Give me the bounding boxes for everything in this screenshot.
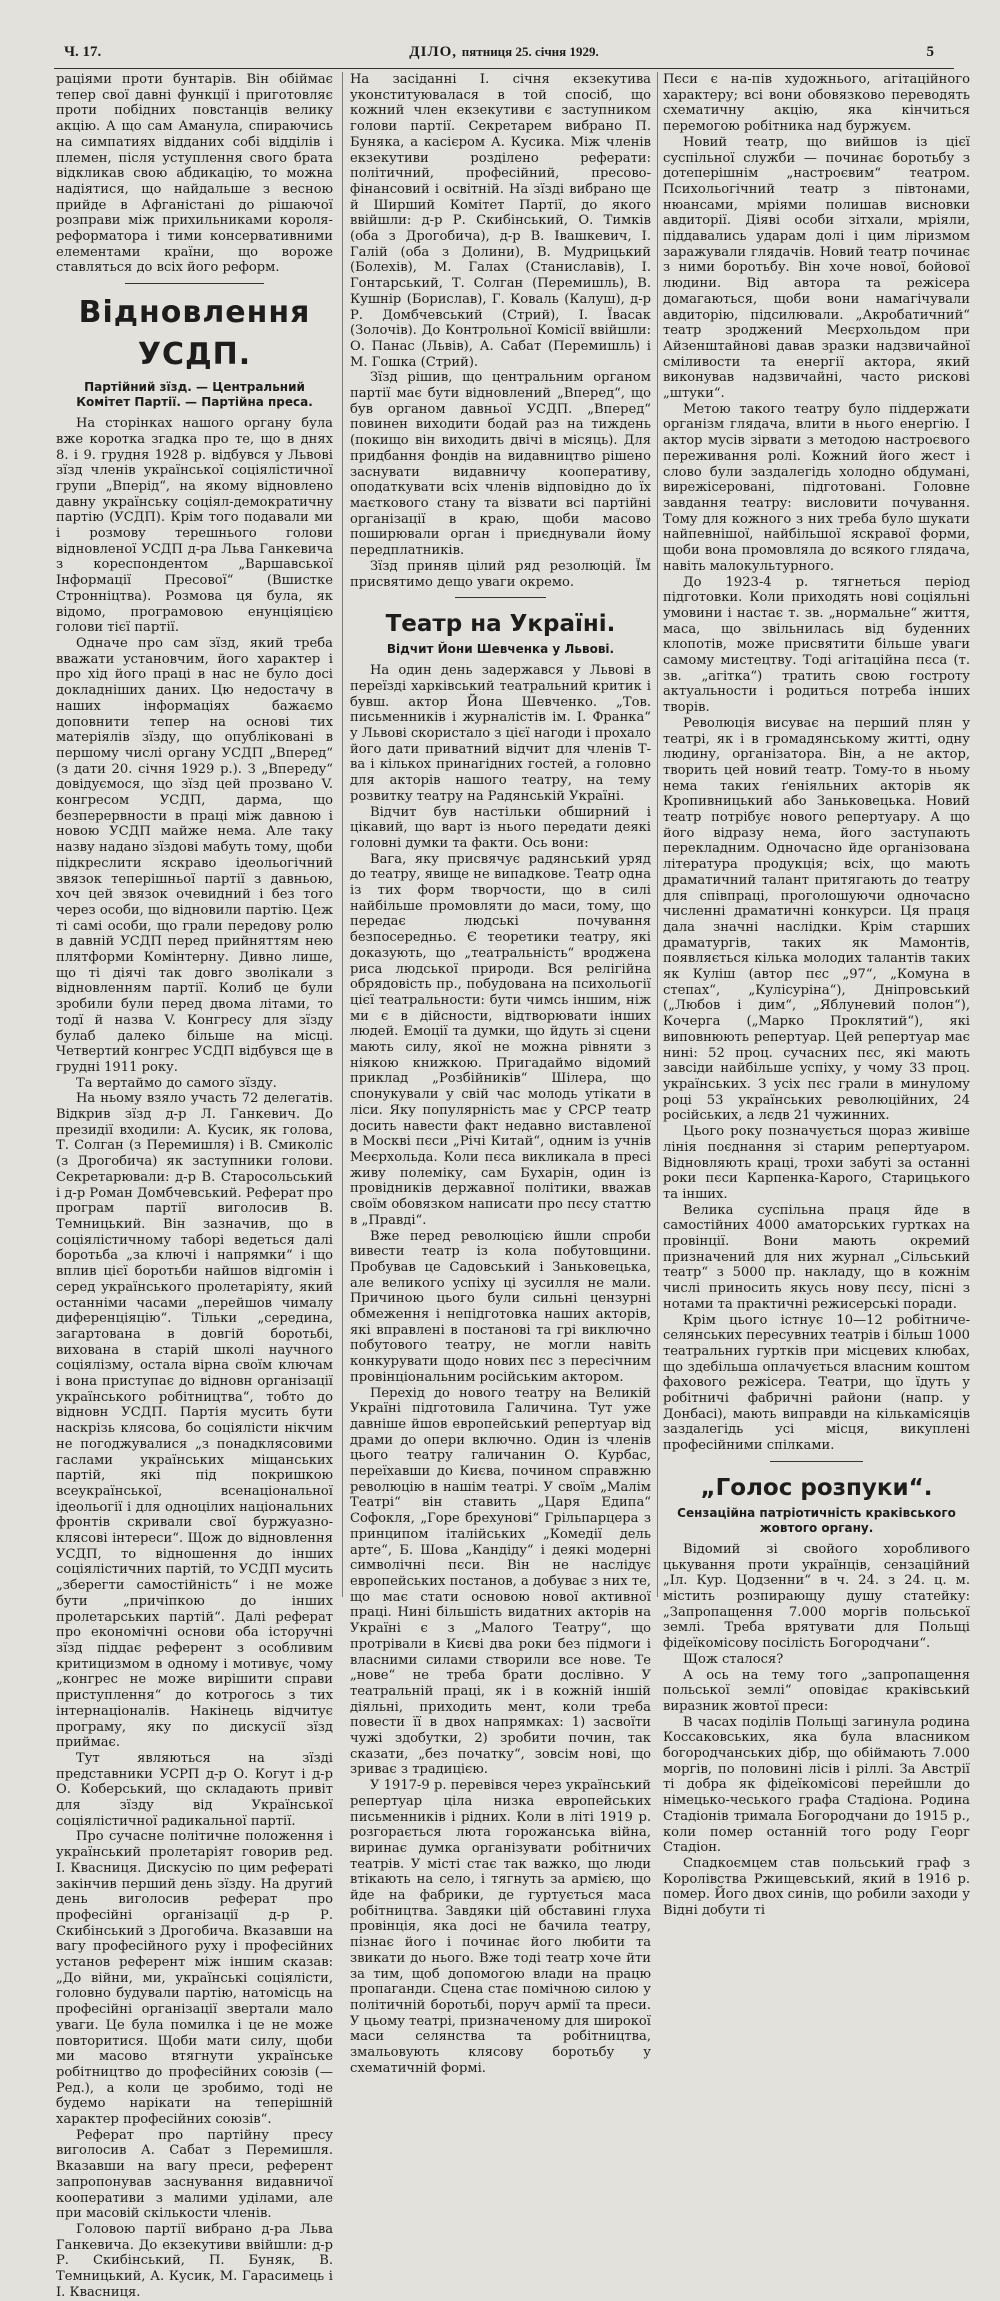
paragraph: Цього року позначується щораз живіше лінія поєднання зі старим репертуаром. Відновляють краці, трохи забуті за останні роки пєси Карпенка-Карого, Старицького та інших.: [663, 1124, 970, 1202]
paragraph: До 1923-4 р. тягнеться період підготовки. Коли приходять нові соціяльні умовини і настає т. зв. „нормальне“ життя, маса, що звільнилась від буденних клопотів, може присвятити більше уваги самому мистецтву. Тоді агітаційна пєса (т. зв. „агітка“) тратить свою гостроту актуальности і родиться потреба інших творів.: [663, 574, 970, 716]
article-headline: „Голос розпуки“.: [700, 1474, 933, 1501]
paragraph: Головою партії вибрано д-ра Льва Ганкевича. До екзекутиви ввійшли: д-р Р. Скибінський, П. Буняк, В. Темницький, А. Кусик, М. Гарасимець і І. Квасниця.: [56, 2222, 333, 2300]
article-separator: [770, 1461, 862, 1462]
issue-date: пятниця 25. січня 1929.: [461, 44, 599, 59]
article-subheadline: Сензаційна патріотичність краківського жовтого органу.: [677, 1505, 956, 1535]
column-3: [663, 72, 970, 1919]
paragraph: Відчит був настільки обширний і цікавий, що варт із нього передати деякі головні думки та факти. Ось вони:: [350, 804, 651, 851]
paragraph: Вага, яку присвячує радянський уряд до театру, явище не випадкове. Театр одна із тих форм творчости, що в силі найбільше промовляти до маси, тому, що передає людські почування безпосередньо. Є теоретики театру, які доказують, що „театральність“ вроджена риса людської природи. Вся релігійна обрядовість пр., побудована на психольогії цієї театральности: бути чимсь іншим, ніж ми є в дійсности, відтворювати інших людей. Емоції та думки, що йдуть зі сцени мають силу, якої не можна рівняти з ніякою книжкою. Пригадаймо відомий приклад „Розбійників“ Шілера, що спонукували у свій час молодь утікати в ліси. Яку популярність має у СРСР театр досить навести факт недавно виставленої в Москві пєси „Річі Китай“, одним із учнів Меєрхольда. Коли пєса викликала в пресі живу полеміку, сам Бухарін, один із провідників державної політики, вважав своїм обовязком написати про пєсу статтю в „Правді“.: [350, 851, 651, 1228]
column-divider: [342, 72, 343, 1597]
paragraph: На ньому взяло участь 72 делегатів. Відкрив зїзд д-р Л. Ганкевич. До президії входили: А. Кусик, як голова, Т. Солган (з Перемишля) і В. Смиколіс (з Дрогобича) як заступники голови. Секретарювали: д-р В. Старосольський і д-р Роман Домбчевський. Реферат про програм партії виголосив В. Темницький. Він зазначив, що в соціялістичному таборі ведеться далі боротьба „за ключі і напрямки“ і що вплив цієї боротьби найшов відгомін і серед українського пролетаріяту, який останніми часами „перейшов чималу диференціяцію“. Тільки „середина, загартована в довгій боротьбі, вихована в старій школі научного соціялізму, остала вірна своїм ключам і вона приступає до відновн організації українського робітництва“, тобто до відновн УСДП. Партія мусить бути наскрізь клясова, бо соціялісти нікчим не погоджувалися „з понадклясовими гаслами українських міщанських партій, які під покришкою всеукраїнської, всенаціональної ідеольогії і для одноцілих національних фронтів скривали свої буржуазно-клясові інтереси“. Щож до відновлення УСДП, то відношення до інших соціялістичних партій, то УСДП мусить „зберегти самостійність“ і не може бути „причіпкою до інших пролетарських партій“. Далі реферат про економічні основи оба історучні зїзд піддає референт з особливим критицизмом в одному і мотивує, чому „конгрес не може вирішити справи приступлення“ до котрогось з тих інтернаціоналів. Накінець відчитує програму, яку по дискусії зїзд приймає.: [56, 1091, 333, 1751]
page-header: [54, 38, 954, 69]
paragraph: раціями проти бунтарів. Він обіймає тепер свої давні функції і приготовляє проти побідних повстанців велику акцію. А що сам Аманула, спираючись на симпатиях відданих собі відділів і племен, після уступлення свого брата відкликав свою абдикацію, то можна надіятися, що найдальше з весною прийде в Афганістані до рішаючої розправи між прихильниками короля-реформатора і тими консервативними елементами країни, що вороже ставляться до всіх його реформ.: [56, 72, 333, 276]
paragraph: На засіданні І. січня екзекутива уконституювалася в той спосіб, що кожний член екзекутиви є заступником голови партії. Секретарем вибрано П. Буняка, а касієром А. Кусика. Між членів екзекутиви розділено реферати: політичний, професійний, пресово-фінансовий і освітній. На зїзді вибрано ще й Ширший Комітет Партії, до якого ввійшли: д-р Р. Скибінський, О. Тимків (оба з Дрогобича), д-р В. Івашкевич, І. Галій (оба з Долини), В. Мудрицький (Болехів), М. Галах (Станиславів), І. Гонтарський, Т. Солган (Перемишль), В. Кушнір (Борислав), Г. Коваль (Калуш), д-р Р. Домбчевський (Стрий), І. Ївасак (Золочів). До Контрольної Комісії ввійшли: О. Панас (Львів), А. Сабат (Перемишль) і М. Гошка (Стрий).: [350, 72, 651, 370]
paragraph: Про сучасне політичне положення і український пролетаріят говорив ред. І. Квасниця. Дискусію по цим рефераті закінчив перший день зїзду. На другий день виголосив реферат про професійні організації д-р Р. Скибінський з Дрогобича. Вказавши на вагу професійного руху і професійних установ референт між іншим сказав: „До війни, ми, українські соціялісти, головно будували партію, натомісць на професійні організації звертали мало уваги. Це була помилка і це не може повторитися. Щоби мати силу, щоби ми масово втягнути українське робітництво до професійних союзів (— Ред.), а коли це зробимо, тоді не будемо нарікати на теперішній характер професійних союзів“.: [56, 1829, 333, 2128]
article-headline: Театр на Україні.: [385, 611, 616, 638]
article-subheadline: Партійний зїзд. — Центральний Комітет Партії. — Партійна преса.: [76, 380, 313, 410]
paragraph: Відомий зі свойого хоробливого цькування проти українців, сензаційний „Іл. Кур. Цодзенни“ в ч. 24. з 24. ц. м. містить розпирающу душу статейку: „Запропащення 7.000 моргів польської землі. Треба врятувати для Польщі фідеїкомісову посілість Богородчани“.: [663, 1541, 970, 1652]
paragraph: Революція висуває на перший плян у театрі, як і в громадянському житті, одну людину, організатора. Він, а не актор, творить цей новий театр. Тому-то в ньому нема таких ґеніяльних акторів як Кропивницький або Заньковецька. Новий театр потрібує нового репертуару. А що його відразу нема, його заступають перекладним. Одночасно йде організована література продукція; всіх, що мають драматичний талант притягають до театру для співпраці, проголошуючи одночасно численні драматичні конкурси. Ця праця дала значні наслідки. Крім старших драматургів, таких як Мамонтів, появляється кілька молодих талантів таких як Куліш (автор пєс „97“, „Комуна в степах“, „Кулісуріна“), Дніпровський („Любов і дим“, „Яблуневий полон“), Кочерга („Марко Проклятий“), які виповнюють репертуар. Цей репертуар має нині: 52 проц. сучасних пєс, які мають завсіди найбільше успіху, у чому 33 проц. українських. З усіх пєс грали в минулому році 53 українських революційних, 24 російських, а лєдв 21 чужинних.: [663, 715, 970, 1124]
article-separator: [125, 283, 264, 284]
paragraph: Тут являються на зїзді представники УСРП д-р О. Когут і д-р О. Коберський, що складають привіт для зїзду від Української соціялістичної радикальної партії.: [56, 1750, 333, 1829]
paragraph: Зїзд приняв цілий ряд резолюцій. Їм присвятимо дещо уваги окремо.: [350, 558, 651, 590]
paragraph: Одначе про сам зїзд, який треба вважати установчим, його характер і про хід його праці в нас не було досі докладніших даних. Цю недостачу в наших інформаціях бажаємо доповнити тепер на основі тих матеріялів зїзду, що опубліковані в першому числі органу УСДП „Вперед“ (з дати 20. січня 1929 р.). З „Впереду“ довідуємося, що зїзд цей прозвано V. конгресом УСДП, дарма, що безперервности в праці між давною і новою УСДП майже нема. Але таку назву надано зїздові мабуть тому, щоби підкреслити яскраво ідеольогічний звязок теперішньої партії з давньою, хоч цей звязок очевидний і без того через особи, що відновили партію. Цеж ті самі особи, що грали передову ролю в давній УСДП перед прийняттям нею плятформи Комінтерну. Дивно лише, що ті діячі так довго зволікали з відновленням партії. Колиб це були зробили були перед двома літами, то тодї й назва V. Конгресу для зїзду булаб далеко більше на місці. Четвертий конгрес УСДП відбувся ще в грудні 1911 року.: [56, 635, 333, 1075]
newspaper-title: ДІЛО,: [409, 44, 458, 60]
paragraph: Новий театр, що вийшов із цієї суспільної служби — починає боротьбу з дотеперішнім „настроєвим“ театром. Психольогічний театр з півтонами, нюансами, мріями полишав висновки авдиторії. Діяві особи зітхали, мріяли, піддавались ударам долі і цим ліризмом заражували глядачів. Новий театр починає з ними боротьбу. Він хоче нової, бойової людини. Від автора та режісера домагаються, щоби вони намагічували авдиторію, підсилювали. „Акробатичний“ театр зроджений Меєрхольдом при Айзенштайнові давав зразки надзвичайної сміливости та енергії актора, який виконував надзвичайні, часто рискові „штуки“.: [663, 134, 970, 402]
column-1: [56, 72, 333, 2300]
paragraph: Крім цього істнує 10—12 робітниче-селянських пересувних театрів і більш 1000 театральних гуртків при місцевих клюбах, що здебільша оплачується власним коштом фахового режісера. Театри, що їдуть у робітничі фабричні райони (напр. у Донбасі), мають виправди на кількамісяців заздалегідь усі місця, викуплені професійними спілками.: [663, 1312, 970, 1454]
article-headline: Відновлення УСДП.: [78, 295, 311, 373]
paragraph: Щож сталося?: [683, 1651, 784, 1667]
page-label: Ч. 17.: [64, 44, 102, 60]
paragraph: На сторінках нашого органу була вже коротка згадка про те, що в днях 8. і 9. грудня 1928 р. відбувся у Львові зїзд членів української соціялістичної групи „Вперід“, на якому відновлено давну українську соціял-демократичну партію (УСДП). Крім того подавали ми і розмову терешнього голови відновленої УСДП д-ра Льва Ганкевича з кореспондентом „Варшавської Інформації Пресової“ (Вшистке Стронніцтва). Розмова ця була, як відомо, програмовою енунціяцією голови тієї партії.: [56, 416, 333, 636]
column-2: [350, 72, 651, 2076]
paragraph: А ось на тему того „запропащення польської землі“ оповідає краківський виразник жовтої преси:: [663, 1667, 970, 1714]
paragraph: У 1917-9 р. перевівся через український репертуар ціла низка европейських письменників і рідних. Коли в літі 1919 р. розгорається люта горожанська війна, виринає думка організувати робітничих театрів. У місті стає так важко, що люди втікають на село, і тягнуть за армією, що йде на фабрики, де гуртується маса робітництва. Завдяки цій обставині глуха провінція, яка досі не бачила театру, пізнає його і починає його любити та звикати до нього. Вже тоді театр хоче йти за тим, щоб допомогою влади на працю пропаганди. Сцена стає помічною силою у політичній боротьбі, поруч армії та преси. У цьому театрі, призначеному для широкої маси селянства та робітництва, змальовують клясову боротьбу у схематичній формі.: [350, 1778, 651, 2076]
page-number: 5: [926, 44, 934, 60]
paragraph: На один день задержався у Львові в переїзді харківський театральний критик і бувш. актор Йона Шевченко. „Тов. письменників і журналістів ім. І. Франка“ у Львові скористало з цієї нагоди і прохало його дати приватний відчит для членів Т-ва і кількох принагідних гостей, а головно для акторів нашого театру, на тему розвитку театру на Радянській Україні.: [350, 663, 651, 804]
article-subheadline: Відчит Йони Шевченка у Львові.: [386, 642, 615, 657]
paragraph: Реферат про партійну пресу виголосив А. Сабат з Перемишля. Вказавши на вагу преси, референт запропонував заснування видавничої кооперативи з малими уділами, але при масовій скількости членів.: [56, 2127, 333, 2222]
paragraph: Та вертаймо до самого зїзду.: [76, 1075, 277, 1091]
paragraph: Перехід до нового театру на Великій Україні підготовила Галичина. Тут уже давніше йшов европейський репертуар від драми до опери включно. Один із членів цього театру галичанин О. Курбас, переїхавши до Києва, почином справжню революцію в нашім театрі. У своїм „Малім Театрі“ він ставить „Царя Едипа“ Софокля, „Горе брехунові“ Грільпарцера з принципом італійських „Комедії дель арте“, Б. Шова „Кандіду“ і деякі модерні символічні пєси. Він не наслідує европейських постанов, а добуває з них те, що має стати основою нової активної праці. Нині більшість видатних акторів на Україні є з „Малого Театру“, що протрівали в Києві два роки без підмоги і власними силами створили все нове. Те „нове“ не треба брати дослівно. У театральній праці, як і в кожній іншій діяльні, приходить мент, коли треба повести її в двох напрямках: 1) засвоїти чужі здобутки, 2) зробити почин, так сказати, „без початку“, зовсім нові, що зриває з традицією.: [350, 1385, 651, 1778]
paragraph: В часах поділів Польщі загинула родина Коссаковських, яка була власником богородчанських дібр, що обіймають 7.000 моргів, по половині лісів і ріллі. За Австрії ті добра як фідеїкомісові перейшли до німецько-чеського графа Стадіона. Родина Стадіонів тримала Богородчани до 1915 р., коли помер останній того роду Георг Стадіон.: [663, 1714, 970, 1856]
column-divider: [657, 72, 658, 1597]
masthead: [54, 44, 954, 61]
paragraph: Зїзд рішив, що центральним органом партії має бути відновлений „Вперед“, що був органом давньої УСДП. „Вперед“ повинен виходити бодай раз на тиждень (покищо він виходить двічі в місяць). Для придбання фондів на видавництво рішено заснувати видавничу кооперативу, оподаткувати всіх членів відповідно до їх маєткового стану та візвати всі партійні організації в краю, щоби масово поширювали орган і приєднували йому передплатників.: [350, 370, 651, 559]
paragraph: Спадкоємцем став польський граф з Королівства Ржищевський, який в 1916 р. помер. Його двох синів, що робили заходи у Відні добути ті: [663, 1855, 970, 1919]
paragraph: Вже перед революцією йшли спроби вивести театр із кола побутовщини. Пробував це Садовський і Занькoвецька, але великого успіху ці зусилля не мали. Причиною цього були сильні цензурні обмеження і непідготовка наших акторів, які вправлені в постанові та грі виключно побутового театру, не могли навіть конкурувати щодо нових пєс з пересічним провінціональним російським актором.: [350, 1228, 651, 1385]
paragraph: Метою такого театру було піддержати організм глядача, влити в нього енергію. І актор мусів зірвати з методою настроєвого переживання ролі. Кожний його жест і слово були заздалегідь холодно обдумані, вирежісеровані, підготовані. Головне завдання театру: висловити почування. Тому для кожного з них треба було шукати найпевнішої, найбільшої яскравої форми, щоби вона промовляла до всякого глядача, навіть малокультурного.: [663, 401, 970, 574]
paragraph: Пєси є на-пів художнього, агітаційного характеру; всі вони обовязково переводять схематичну акцію, яка кінчиться перемогою робітника над буржуєм.: [663, 72, 970, 135]
paragraph: Велика суспільна праця йде в самостійних 4000 аматорських гуртках на провінції. Вони мають окремий призначений для них журнал „Сільський театр“ з 5000 пр. накладу, що в кожнім числі приносить якусь нову пєсу, пісні з нотами та практичні режисерські поради.: [663, 1202, 970, 1312]
article-separator: [455, 597, 545, 598]
